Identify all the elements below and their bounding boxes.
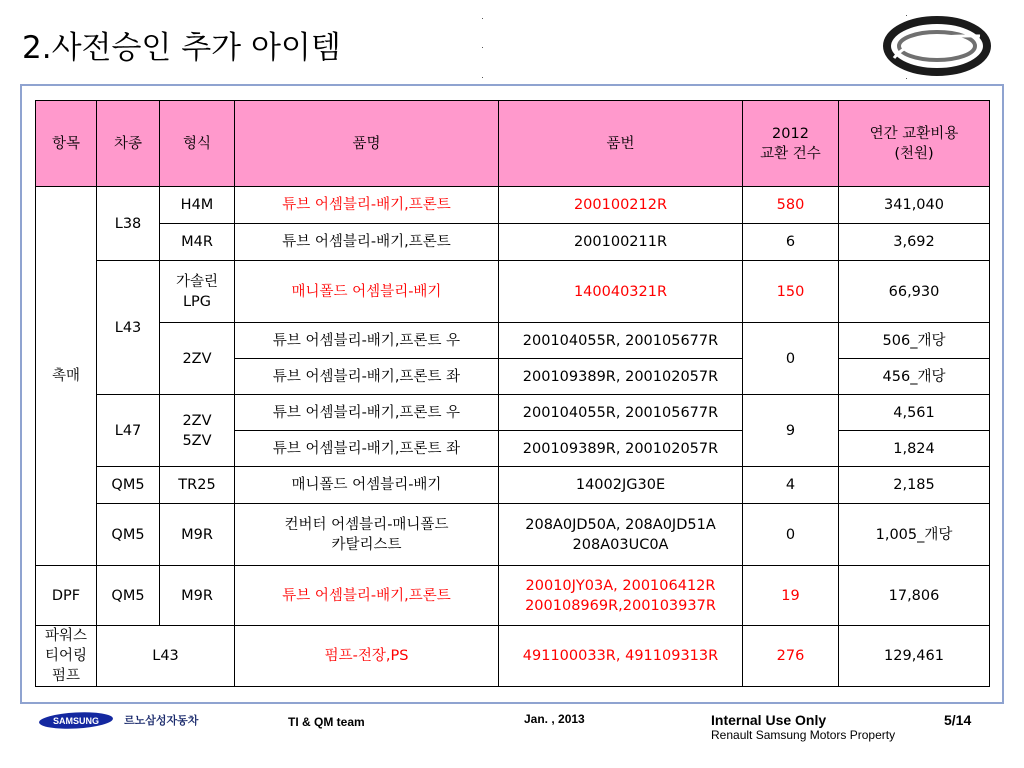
table-row [36, 504, 990, 566]
part-name-cell: 튜브 어셈블리-배기,프론트 좌 [235, 359, 499, 395]
part-name-cell: 컨버터 어셈블리-매니폴드 카탈리스트 [235, 504, 499, 566]
decor-dot [906, 78, 907, 79]
count-cell: 19 [743, 566, 839, 626]
internal-use-label: Internal Use Only [711, 712, 827, 728]
decor-dot [482, 77, 483, 78]
part-no-cell: 200109389R, 200102057R [499, 359, 743, 395]
count-cell: 6 [743, 224, 839, 261]
type-cell: M9R [160, 504, 235, 566]
vehicle-cell: L43 [97, 261, 160, 395]
samsung-logo-icon [38, 712, 114, 729]
part-name-cell: 튜브 어셈블리-배기,프론트 우 [235, 395, 499, 431]
decor-dot [482, 47, 483, 48]
count-cell: 4 [743, 467, 839, 504]
cost-cell: 2,185 [839, 467, 990, 504]
cost-cell: 456_개당 [839, 359, 990, 395]
vehicle-cell: QM5 [97, 566, 160, 626]
decor-dot [482, 18, 483, 19]
part-no-cell: 140040321R [499, 261, 743, 323]
part-no-cell: 200100212R [499, 187, 743, 224]
table-row [36, 187, 990, 224]
count-cell: 0 [743, 504, 839, 566]
property-label: Renault Samsung Motors Property [711, 728, 896, 742]
count-cell: 0 [743, 323, 839, 395]
svg-text:SAMSUNG: SAMSUNG [52, 716, 100, 726]
type-cell: H4M [160, 187, 235, 224]
part-name-cell: 튜브 어셈블리-배기,프론트 [235, 224, 499, 261]
vehicle-cell: L43 [97, 626, 235, 687]
cost-cell: 341,040 [839, 187, 990, 224]
table-row [36, 224, 990, 261]
part-name-cell: 튜브 어셈블리-배기,프론트 [235, 566, 499, 626]
team-label: TI & QM team [288, 715, 365, 729]
cost-cell: 4,561 [839, 395, 990, 431]
part-no-cell: 200109389R, 200102057R [499, 431, 743, 467]
count-cell: 9 [743, 395, 839, 467]
vehicle-cell: QM5 [97, 467, 160, 504]
part-name-cell: 매니폴드 어셈블리-배기 [235, 467, 499, 504]
part-no-cell: 20010JY03A, 200106412R 200108969R,200103937R [499, 566, 743, 626]
cost-cell: 1,824 [839, 431, 990, 467]
part-no-cell: 491100033R, 491109313R [499, 626, 743, 687]
part-name-cell: 튜브 어셈블리-배기,프론트 [235, 187, 499, 224]
part-no-cell: 200100211R [499, 224, 743, 261]
header-vehicle: 차종 [97, 101, 160, 187]
header-count: 2012 교환 건수 [743, 101, 839, 187]
slide-title: 2.사전승인 추가 아이템 [22, 30, 341, 66]
count-cell: 276 [743, 626, 839, 687]
type-cell: 2ZV 5ZV [160, 395, 235, 467]
header-cost: 연간 교환비용 (천원) [839, 101, 990, 187]
page-number: 5/14 [944, 712, 972, 728]
count-cell: 150 [743, 261, 839, 323]
header-part-name: 품명 [235, 101, 499, 187]
approval-items-table [35, 100, 990, 687]
table-row [36, 261, 990, 323]
vehicle-cell: L38 [97, 187, 160, 261]
cost-cell: 17,806 [839, 566, 990, 626]
header-item: 항목 [36, 101, 97, 187]
part-name-cell: 튜브 어셈블리-배기,프론트 우 [235, 323, 499, 359]
vehicle-cell: QM5 [97, 504, 160, 566]
group-catalyst: 촉매 [36, 187, 97, 566]
table-row [36, 467, 990, 504]
type-cell: TR25 [160, 467, 235, 504]
type-cell: M9R [160, 566, 235, 626]
slide-footer [0, 700, 1024, 768]
count-cell: 580 [743, 187, 839, 224]
header-type: 형식 [160, 101, 235, 187]
part-name-cell: 튜브 어셈블리-배기,프론트 좌 [235, 431, 499, 467]
renault-samsung-logo-icon [882, 14, 992, 78]
cost-cell: 506_개당 [839, 323, 990, 359]
type-cell: 2ZV [160, 323, 235, 395]
part-no-cell: 200104055R, 200105677R [499, 395, 743, 431]
part-no-cell: 208A0JD50A, 208A0JD51A 208A03UC0A [499, 504, 743, 566]
decor-dot [906, 15, 907, 16]
type-cell: 가솔린 LPG [160, 261, 235, 323]
date-label: Jan. , 2013 [524, 712, 585, 726]
part-name-cell: 매니폴드 어셈블리-배기 [235, 261, 499, 323]
cost-cell: 3,692 [839, 224, 990, 261]
part-no-cell: 14002JG30E [499, 467, 743, 504]
cost-cell: 129,461 [839, 626, 990, 687]
group-power-steering: 파워스티어링 펌프 [36, 626, 97, 687]
table-row [36, 626, 990, 687]
header-part-no: 품번 [499, 101, 743, 187]
table-row [36, 566, 990, 626]
cost-cell: 66,930 [839, 261, 990, 323]
vehicle-cell: L47 [97, 395, 160, 467]
table-header-row [36, 101, 990, 187]
group-dpf: DPF [36, 566, 97, 626]
table-row [36, 395, 990, 431]
part-name-cell: 펌프-전장,PS [235, 626, 499, 687]
part-no-cell: 200104055R, 200105677R [499, 323, 743, 359]
cost-cell: 1,005_개당 [839, 504, 990, 566]
type-cell: M4R [160, 224, 235, 261]
table-row [36, 323, 990, 359]
company-name-korean: 르노삼성자동차 [124, 714, 199, 727]
